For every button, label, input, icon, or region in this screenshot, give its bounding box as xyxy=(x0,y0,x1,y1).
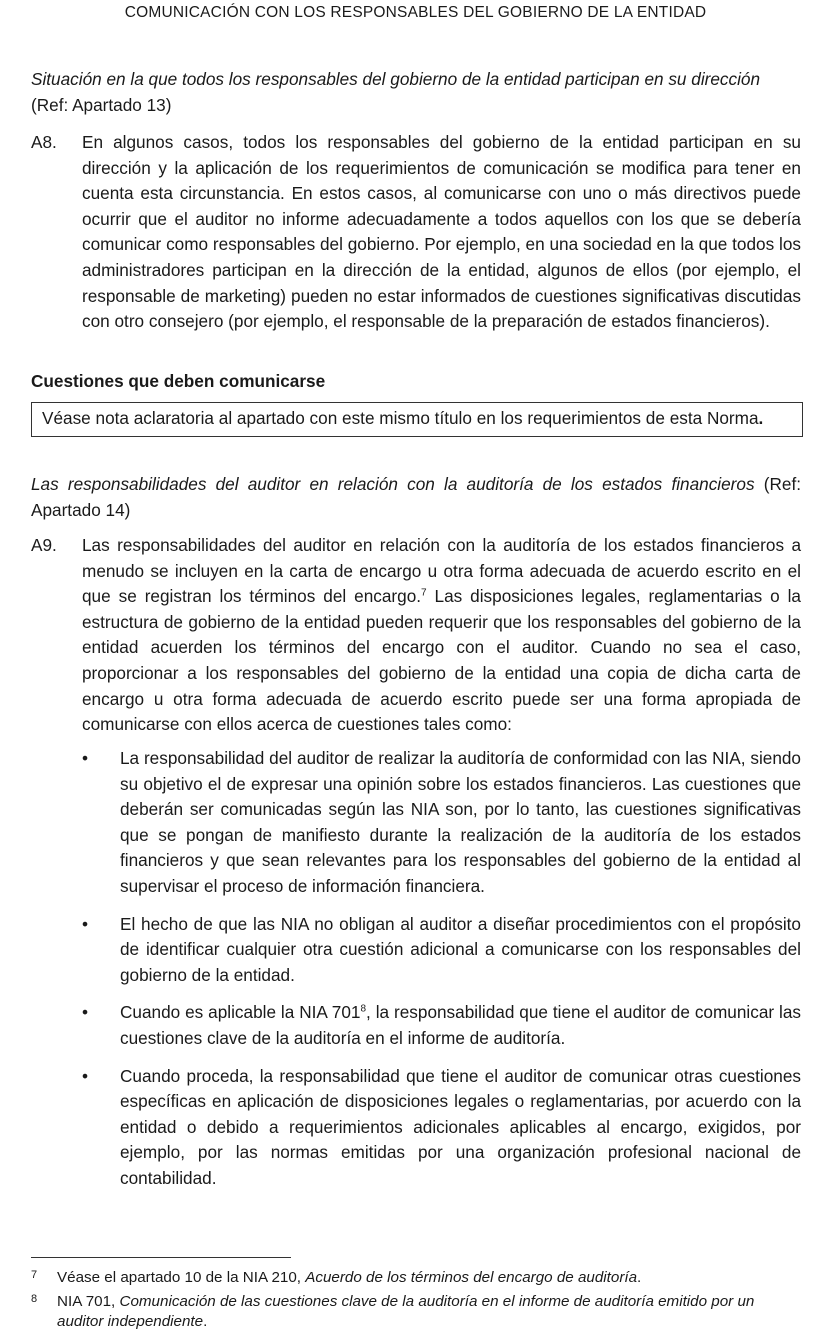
list-item xyxy=(82,746,801,900)
footnote-text xyxy=(57,1292,801,1332)
list-item-text-part: , la responsabilidad que tiene el auditor de comunicar las cuestiones clave de la auditoría en el informe de auditoría. xyxy=(120,1002,801,1048)
bullet-icon: • xyxy=(82,913,89,934)
footnote-text-part: Véase el apartado 10 de la NIA 210, xyxy=(57,1269,306,1286)
footnote-ref-8[interactable]: 8 xyxy=(360,1003,367,1015)
note-text: Véase nota aclaratoria al apartado con este mismo título en los requerimientos de esta Norma xyxy=(42,408,759,428)
paragraph-body: En algunos casos, todos los responsables del gobierno de la entidad participan en su dirección y la aplicación de los requerimientos de comunicación se modifica para tener en cuenta esta circunstancia. En estos casos, al comunicarse con uno o más directivos puede ocurrir que el auditor no informe adecuadamente a todos aquellos con los que se debería comunicar como responsables del gobierno. Por ejemplo, en una sociedad en la que todos los administradores participan en la dirección de la entidad, algunos de ellos (por ejemplo, el responsable de marketing) pueden no estar informados de cuestiones significativas discutidas con otro consejero (por ejemplo, el responsable de la preparación de estados financieros). xyxy=(82,132,801,332)
footnote-title: Acuerdo de los términos del encargo de auditoría xyxy=(305,1269,638,1286)
section-heading-responsibilities xyxy=(31,471,801,523)
paragraph-body xyxy=(82,533,801,738)
paragraph-a9 xyxy=(31,533,801,738)
section-heading-text: Situación en la que todos los responsables del gobierno de la entidad participan en su dirección xyxy=(31,69,761,89)
running-head: COMUNICACIÓN CON LOS RESPONSABLES DEL GOBIERNO DE LA ENTIDAD xyxy=(124,4,707,21)
bullet-icon: • xyxy=(82,1002,89,1023)
bullet-list xyxy=(82,746,801,1204)
footnote-7 xyxy=(31,1268,801,1288)
list-item xyxy=(82,1000,801,1051)
list-item-text: El hecho de que las NIA no obligan al auditor a diseñar procedimientos con el propósito de identificar cualquier otra cuestión adicional a comunicarse con los responsables del gobierno de la entidad. xyxy=(120,913,801,985)
list-item xyxy=(82,1064,801,1192)
section-heading-ref: (Ref: Apartado 13) xyxy=(31,95,172,115)
footnote-text-end: . xyxy=(203,1313,208,1330)
explanatory-note-box xyxy=(31,402,803,437)
list-item-text: La responsabilidad del auditor de realizar la auditoría de conformidad con las NIA, siendo su objetivo el de expresar una opinión sobre los estados financieros. Las cuestiones que deberán ser comunicadas según las NIA son, por lo tanto, las cuestiones significativas que se pongan de manifiesto durante la realización de la auditoría de los estados financieros y que sean relevantes para los responsables del gobierno de la entidad al supervisar el proceso de información financiera. xyxy=(120,748,801,896)
section-heading-text: Las responsabilidades del auditor en relación con la auditoría de los estados financieros xyxy=(31,474,755,494)
footnote-text-end: . xyxy=(637,1269,642,1286)
paragraph-text: Las responsabilidades del auditor en relación con la auditoría de los estados financieros a menudo se incluyen en la carta de encargo u otra forma adecuada de acuerdo escrito en el que se registran los términos del encargo. xyxy=(82,535,801,607)
footnote-number: 8 xyxy=(31,1293,38,1305)
paragraph-text: Las disposiciones legales, reglamentarias o la estructura de gobierno de la entidad pueden requerir que los responsables del gobierno de la entidad acuerden los términos del encargo con el auditor. Cuando no sea el caso, proporcionar a los responsables del gobierno de la entidad una copia de dicha carta de encargo u otra forma adecuada de acuerdo escrito puede ser una forma apropiada de comunicarse con ellos acerca de cuestiones tales como: xyxy=(82,586,801,735)
paragraph-a8 xyxy=(31,130,801,335)
section-heading-matters: Cuestiones que deben comunicarse xyxy=(31,371,326,391)
section-heading-governance xyxy=(31,66,801,118)
list-item-text: Cuando proceda, la responsabilidad que tiene el auditor de comunicar otras cuestiones específicas en aplicación de disposiciones legales o reglamentarias, por acuerdo con la entidad o debido a requerimientos adicionales aplicables al encargo, exigidos, por ejemplo, por las normas emitidas por una organización profesional nacional de contabilidad. xyxy=(120,1065,801,1188)
paragraph-number: A8. xyxy=(31,132,57,152)
footnote-divider xyxy=(31,1257,291,1258)
footnote-title: Comunicación de las cuestiones clave de la auditoría en el informe de auditoría emitido por un auditor independiente xyxy=(57,1293,755,1330)
section-heading-ref: (Ref: Apartado 14) xyxy=(31,474,801,520)
list-item-text-part: Cuando es aplicable la NIA 701 xyxy=(120,1002,361,1023)
footnote-number: 7 xyxy=(31,1269,38,1281)
footnote-8 xyxy=(31,1292,801,1332)
list-item-text xyxy=(120,1000,801,1051)
paragraph-number: A9. xyxy=(31,535,57,555)
bullet-icon: • xyxy=(82,1065,89,1086)
footnote-text xyxy=(57,1268,801,1288)
footnote-text-part: NIA 701, xyxy=(57,1293,120,1310)
footnote-ref-7[interactable]: 7 xyxy=(421,587,427,599)
note-text-end: . xyxy=(758,408,764,428)
bullet-icon: • xyxy=(82,748,89,768)
list-item xyxy=(82,912,801,989)
